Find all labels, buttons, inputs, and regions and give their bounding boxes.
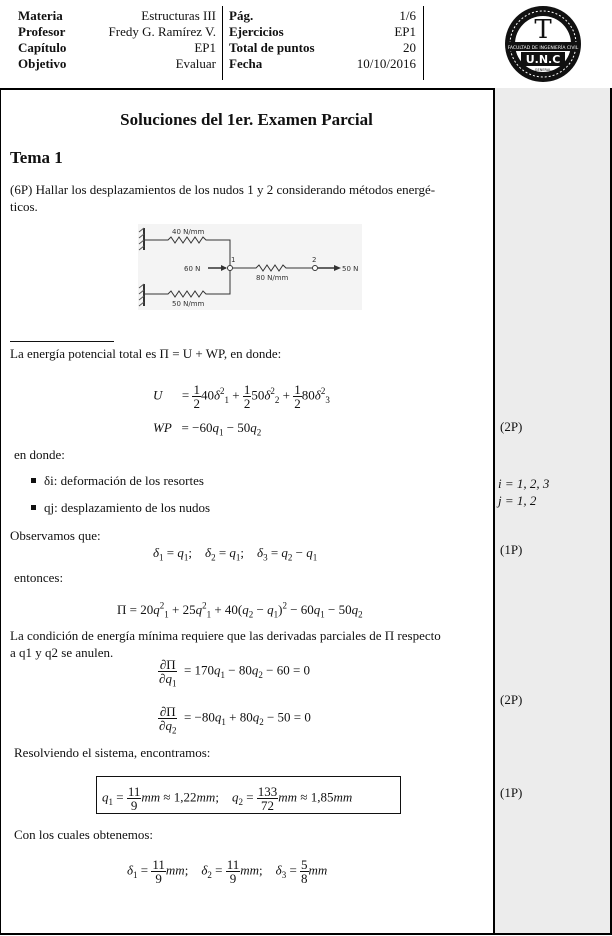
header-divider-1: [222, 6, 223, 80]
label-node-1: 1: [231, 256, 236, 264]
equation-deriv-q2: $\frac{\partial\Pi}{\partial q_2}$ = $-80q_1 + 80q_2 - 50 = 0$: [159, 704, 311, 736]
objetivo-value: Evaluar: [175, 56, 216, 71]
equation-solution: $q_1$ = $\frac{11}{9}$ mm ≈ 1,22mm; $q_2$ = $\frac{133}{72}$ mm ≈ 1,85mm: [102, 784, 353, 813]
points-sol: (1P): [500, 785, 523, 800]
label-spring-mid: 80 N/mm: [256, 274, 289, 282]
condicion-line1: La condición de energía mínima requiere que las derivadas parciales de Π respecto: [10, 628, 441, 643]
points-obs: (1P): [500, 542, 523, 557]
frame-left: [0, 88, 1, 935]
materia-value: Estructuras III: [141, 8, 216, 23]
materia-label: Materia: [18, 8, 63, 23]
con-los-text: Con los cuales obtenemos:: [14, 827, 154, 842]
header-divider-2: [423, 6, 424, 80]
label-force-right: 50 N: [342, 265, 359, 273]
points-wp: (2P): [500, 419, 523, 434]
equation-deltas: $\delta_1 = q_1$; $\delta_2 = q_1$; $\delta_3 = q_2 - q_1$: [153, 545, 318, 563]
bullet-deformacion: δi: deformación de los resortes: [44, 473, 204, 488]
equation-final-deltas: $\delta_1$ = $\frac{11}{9}$ mm; $\delta_2$ = $\frac{11}{9}$ mm; $\delta_3$ = $\frac{5}{8}$ mm: [127, 857, 328, 886]
resolviendo-text: Resolviendo el sistema, encontramos:: [14, 745, 211, 760]
pag-label: Pág.: [229, 8, 254, 23]
logo-band-top: FACULTAD DE INGENIERÍA CIVIL: [507, 46, 579, 51]
side-note-i: i = 1, 2, 3: [498, 476, 550, 491]
total-label: Total de puntos: [229, 40, 315, 55]
spring-system-figure: [138, 224, 362, 310]
header: [0, 0, 612, 90]
fecha-label: Fecha: [229, 56, 263, 71]
bullet-marker-2: [31, 505, 36, 510]
frame-bottom: [0, 933, 612, 935]
label-spring-top: 40 N/mm: [172, 228, 205, 236]
points-deriv: (2P): [500, 692, 523, 707]
logo-text: U.N.C: [525, 53, 561, 66]
bullet-desplazamiento: qj: desplazamiento de los nudos: [44, 500, 211, 515]
pag-value: 1/6: [399, 8, 416, 23]
condicion-line2: a q1 y q2 se anulen.: [10, 645, 114, 660]
label-node-2: 2: [312, 256, 317, 264]
label-spring-bottom: 50 N/mm: [172, 300, 205, 308]
problem-text-line1: (6P) Hallar los desplazamientos de los nudos 1 y 2 considerando métodos energé-: [10, 182, 436, 197]
bullet-marker-1: [31, 478, 36, 483]
footnote-rule: [10, 341, 114, 342]
total-value: 20: [403, 40, 416, 55]
grading-column: [493, 88, 612, 934]
logo-letter: T: [534, 15, 552, 45]
problem-text-line2: ticos.: [10, 199, 38, 214]
energy-intro: La energía potencial total es Π = U + WP, en donde:: [10, 346, 282, 361]
label-force-left: 60 N: [184, 265, 201, 273]
logo-band-bottom: GENERAL: [534, 68, 552, 72]
equation-wp: WP = $-60q_1 - 50q_2$: [153, 420, 262, 438]
observamos-text: Observamos que:: [10, 528, 101, 543]
university-logo: [503, 4, 583, 84]
entonces-text: entonces:: [14, 570, 64, 585]
capitulo-label: Capítulo: [18, 40, 67, 55]
ejercicios-label: Ejercicios: [229, 24, 284, 39]
profesor-label: Profesor: [18, 24, 66, 39]
document-title: Soluciones del 1er. Examen Parcial: [120, 110, 373, 129]
equation-deriv-q1: $\frac{\partial\Pi}{\partial q_1}$ = $170q_1 - 80q_2 - 60 = 0$: [159, 657, 311, 689]
side-note-j: j = 1, 2: [498, 493, 537, 508]
equation-u: U = $\frac{1}{2}$ $40\delta^2_1$ + $\frac{1}{2}$ $50\delta^2_2$ + $\frac{1}{2}$ $80\delta^2_3$: [153, 382, 330, 411]
capitulo-value: EP1: [194, 40, 216, 55]
profesor-value: Fredy G. Ramírez V.: [108, 24, 216, 39]
equation-pi: $\Pi = 20q^2_1 + 25q^2_1 + 40(q_2 - q_1)^2 - 60q_1 - 50q_2$: [117, 600, 363, 620]
ejercicios-value: EP1: [394, 24, 416, 39]
en-donde-text: en donde:: [14, 447, 65, 462]
fecha-value: 10/10/2016: [356, 56, 416, 71]
objetivo-label: Objetivo: [18, 56, 67, 71]
section-heading: Tema 1: [10, 148, 63, 167]
